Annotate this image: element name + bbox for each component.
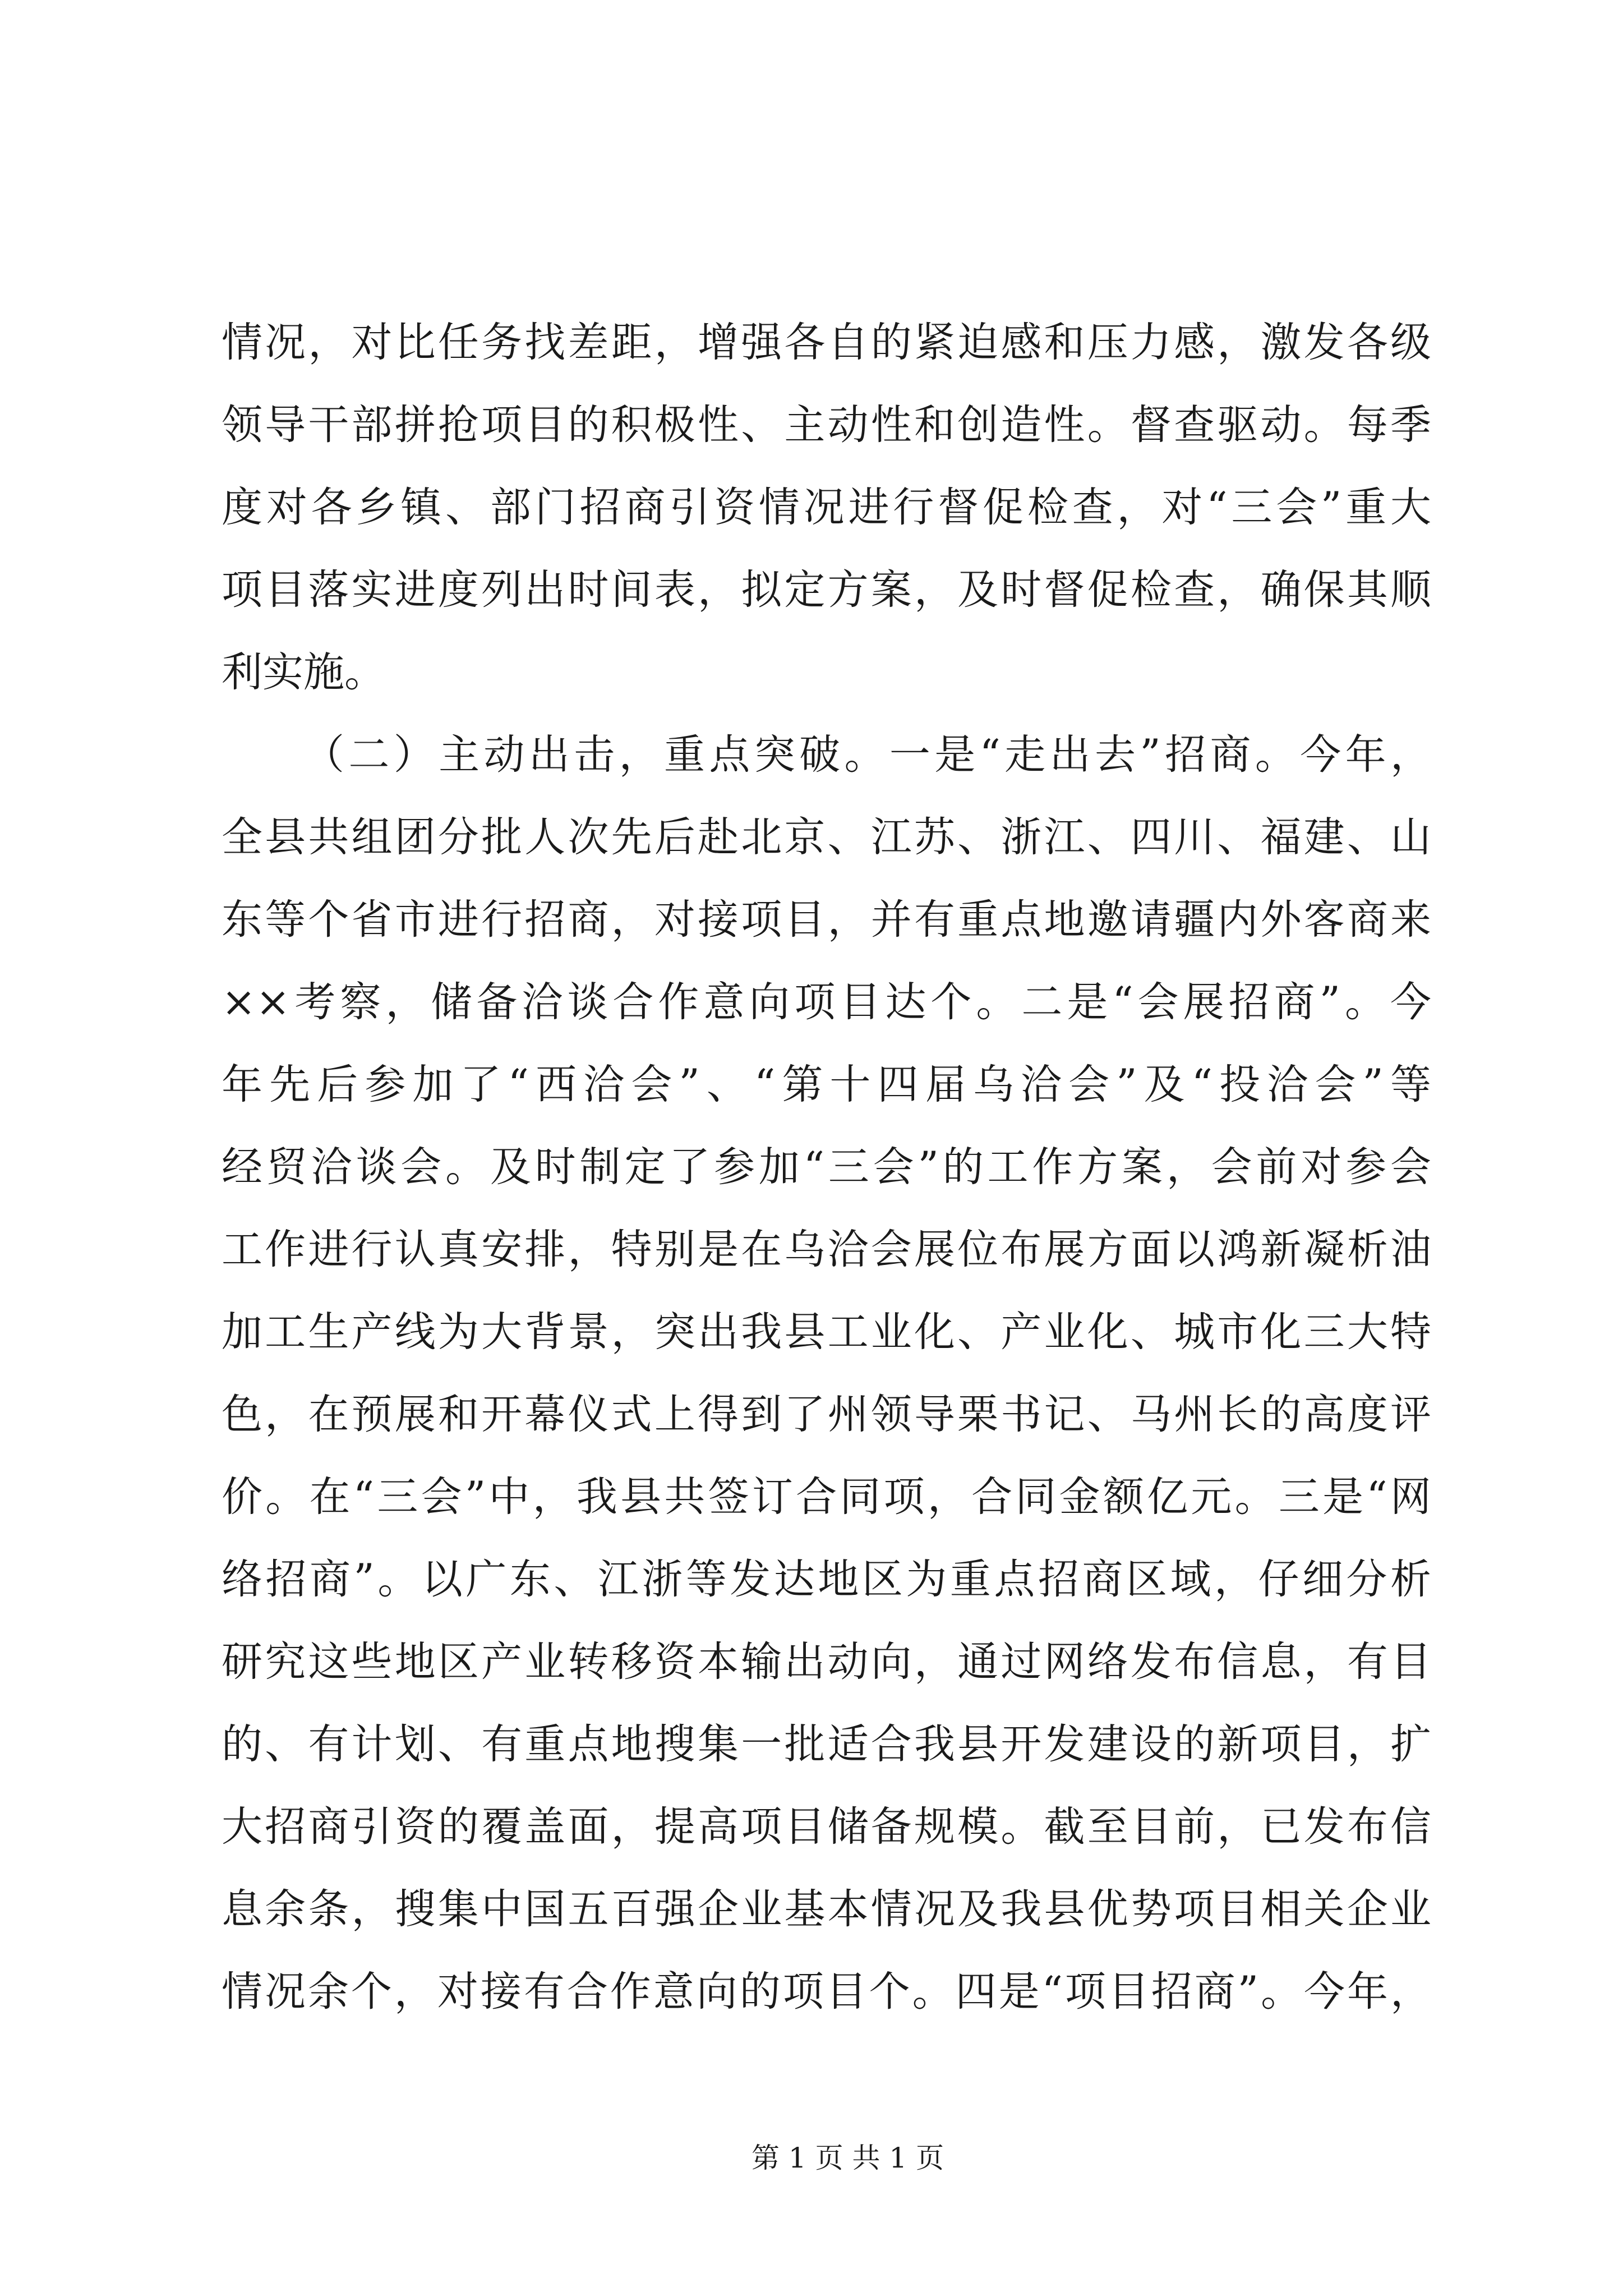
paragraph-section-2 bbox=[222, 714, 1431, 2033]
text-line: 工作进行认真安排，特别是在乌洽会展位布展方面以鸿新凝析油 bbox=[222, 1226, 1431, 1273]
page-number-footer: 第 1 页 共 1 页 bbox=[751, 2142, 944, 2174]
text-line: 领导干部拼抢项目的积极性、主动性和创造性。督查驱动。每季 bbox=[222, 401, 1431, 449]
text-line: 息余条，搜集中国五百强企业基本情况及我县优势项目相关企业 bbox=[222, 1885, 1431, 1933]
text-line: 情况，对比任务找差距，增强各自的紧迫感和压力感，激发各级 bbox=[222, 319, 1431, 366]
text-line: 度对各乡镇、部门招商引资情况进行督促检查，对“三会”重大 bbox=[222, 484, 1431, 531]
paragraph-continuation bbox=[222, 301, 1431, 714]
text-line: 经贸洽谈会。及时制定了参加“三会”的工作方案，会前对参会 bbox=[222, 1143, 1431, 1191]
text-line: 项目落实进度列出时间表，拟定方案，及时督促检查，确保其顺 bbox=[222, 566, 1431, 614]
text-line: （二）主动出击，重点突破。一是“走出去”招商。今年， bbox=[303, 731, 1431, 779]
text-line: 情况余个，对接有合作意向的项目个。四是“项目招商”。今年， bbox=[222, 1968, 1431, 2016]
text-line: 色，在预展和开幕仪式上得到了州领导栗书记、马州长的高度评 bbox=[222, 1391, 1431, 1438]
text-line: 全县共组团分批人次先后赴北京、江苏、浙江、四川、福建、山 bbox=[222, 813, 1431, 861]
body-text bbox=[222, 301, 1431, 2033]
text-line: 东等个省市进行招商，对接项目，并有重点地邀请疆内外客商来 bbox=[222, 896, 1431, 944]
text-line: 络招商”。以广东、江浙等发达地区为重点招商区域，仔细分析 bbox=[222, 1556, 1431, 1603]
text-line: 利实施。 bbox=[222, 648, 385, 696]
text-line: 研究这些地区产业转移资本输出动向，通过网络发布信息，有目 bbox=[222, 1638, 1431, 1686]
text-line: 价。在“三会”中，我县共签订合同项，合同金额亿元。三是“网 bbox=[222, 1473, 1431, 1521]
text-line: 的、有计划、有重点地搜集一批适合我县开发建设的新项目，扩 bbox=[222, 1720, 1431, 1768]
text-line: 大招商引资的覆盖面，提高项目储备规模。截至目前，已发布信 bbox=[222, 1803, 1431, 1851]
text-line: 年先后参加了“西洽会”、“第十四届乌洽会”及“投洽会”等 bbox=[222, 1061, 1431, 1108]
text-line: 加工生产线为大背景，突出我县工业化、产业化、城市化三大特 bbox=[222, 1308, 1431, 1356]
text-line: ××考察，储备洽谈合作意向项目达个。二是“会展招商”。今 bbox=[222, 978, 1431, 1026]
